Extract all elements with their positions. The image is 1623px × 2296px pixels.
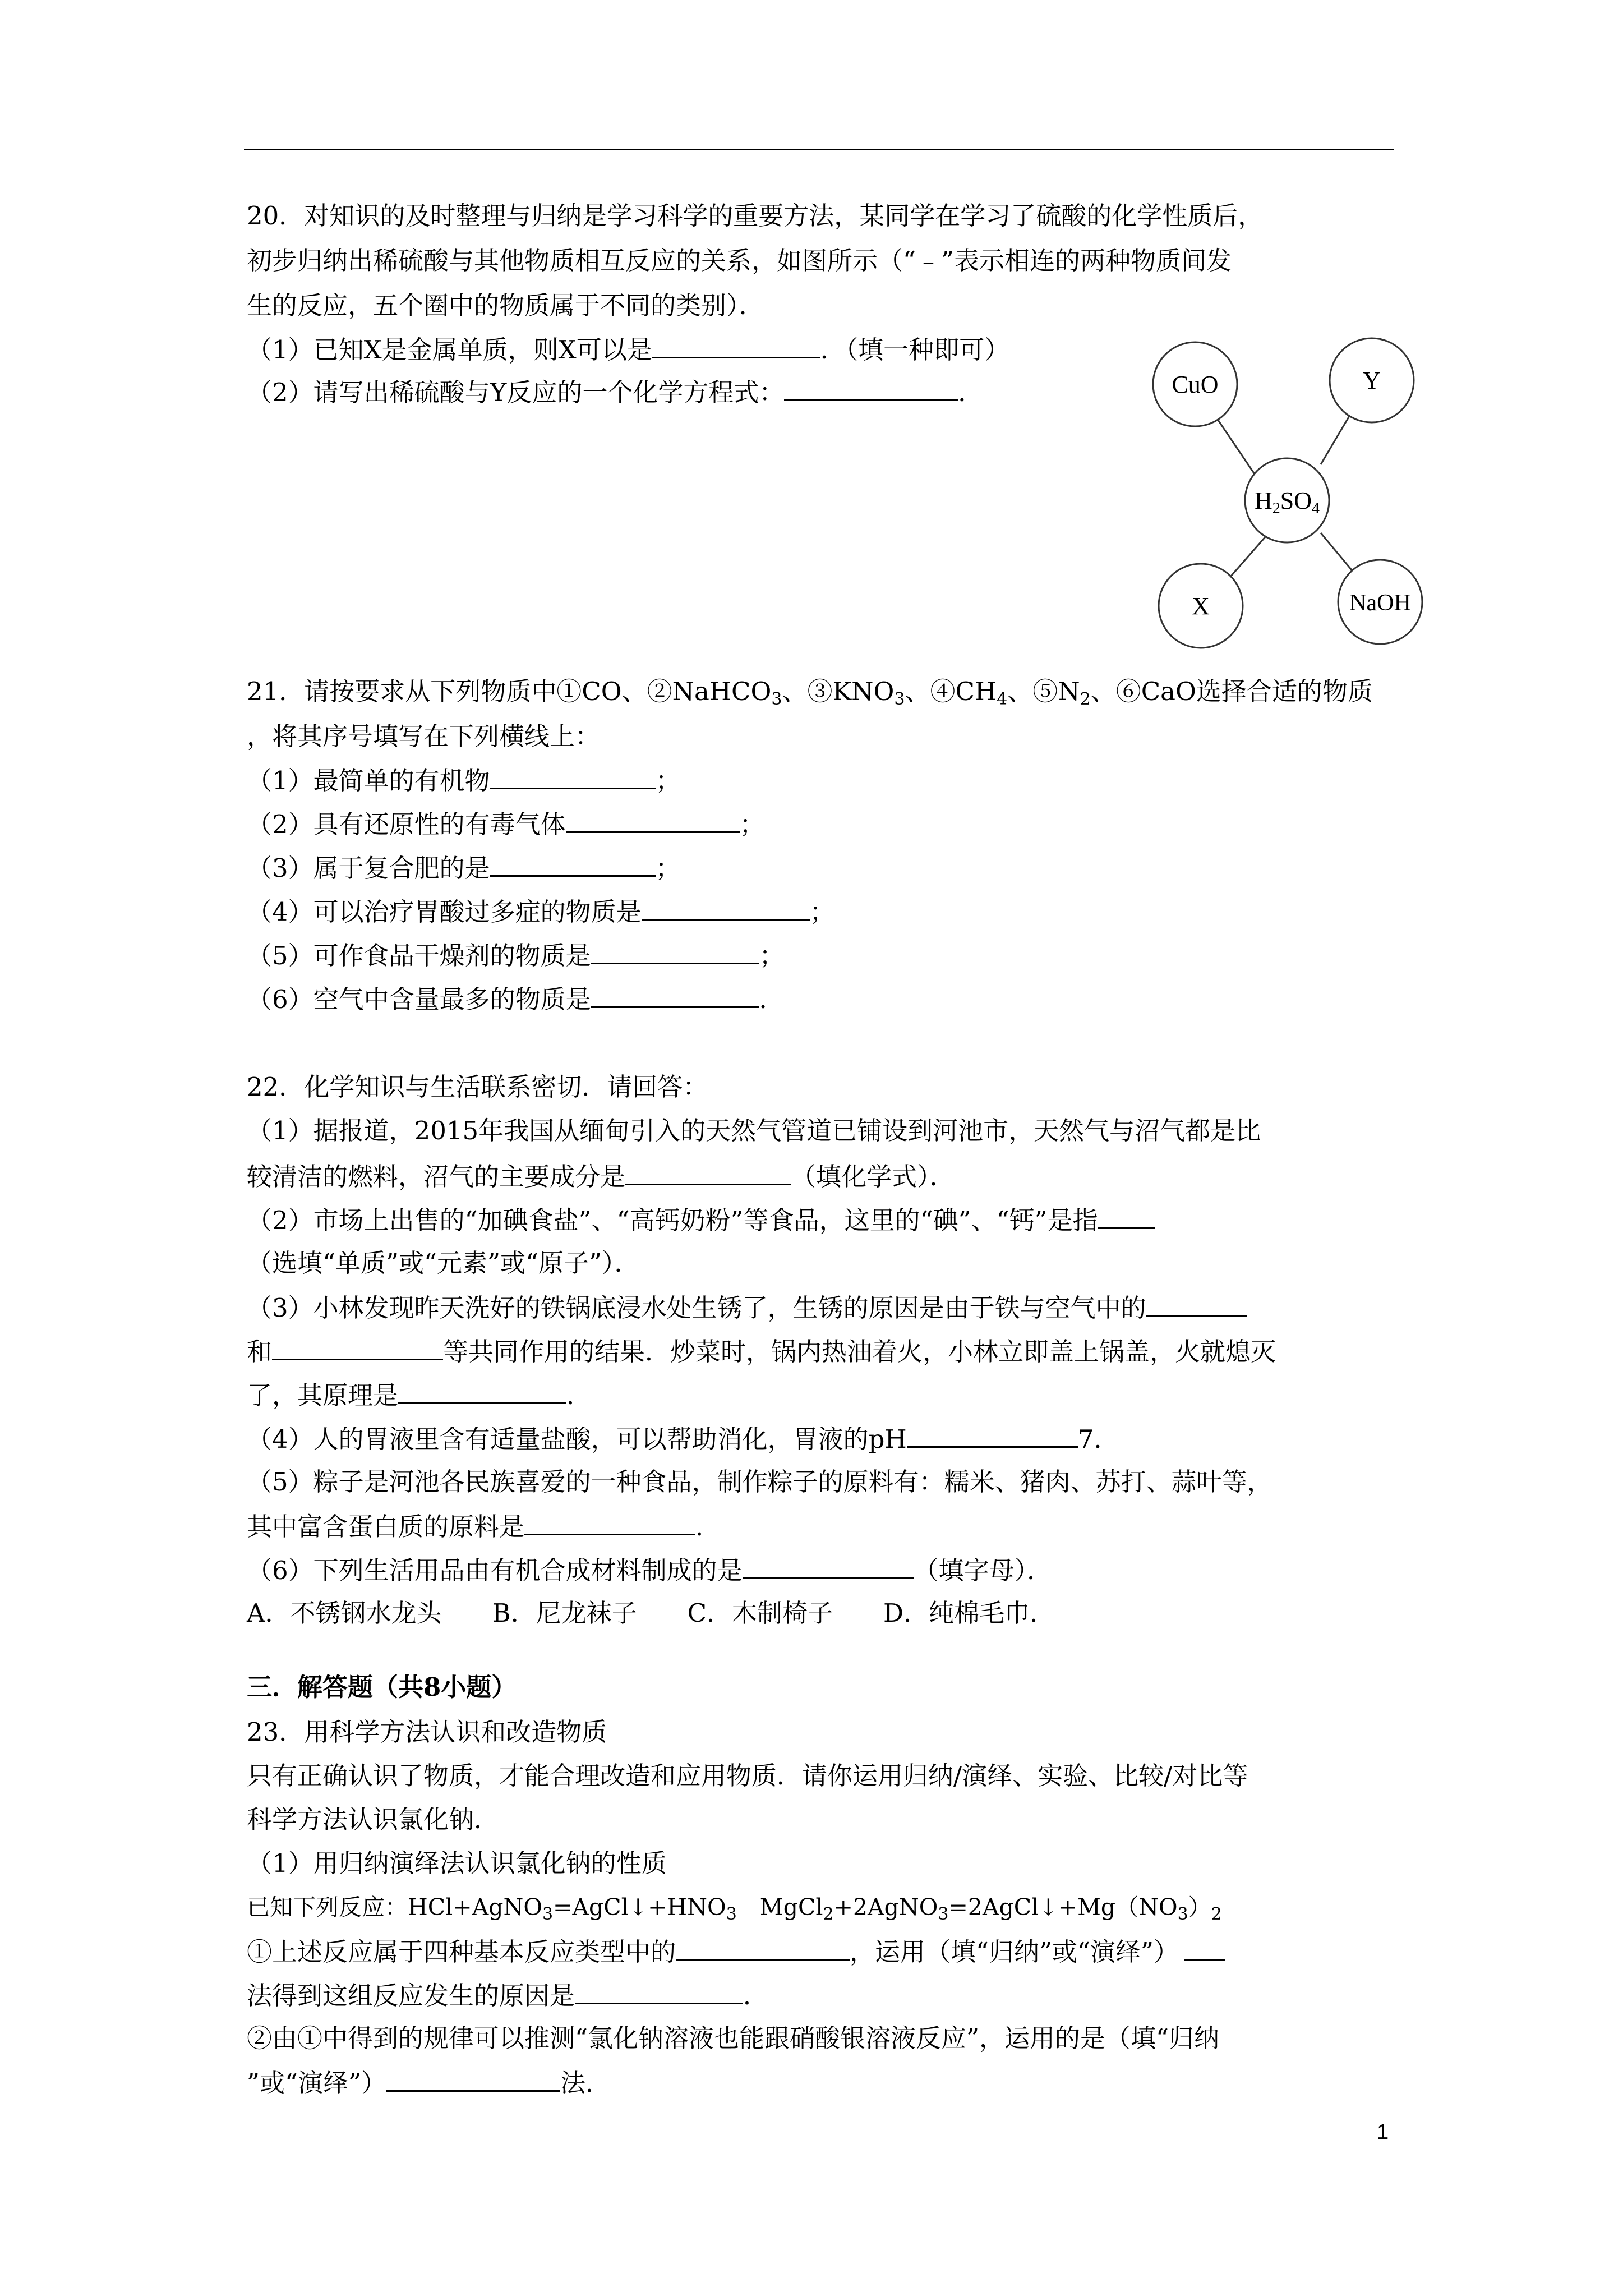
q21-item6: （6）空气中含量最多的物质是 ．: [247, 982, 785, 1016]
q21-item2: （2）具有还原性的有毒气体 ；: [247, 807, 765, 841]
answer-blank[interactable]: [398, 1378, 566, 1404]
answer-blank[interactable]: [490, 763, 656, 789]
q22-part3c: 了，其原理是 ．: [247, 1378, 592, 1412]
answer-blank[interactable]: [1098, 1203, 1155, 1229]
q22-part6: （6）下列生活用品由有机合成材料制成的是 （填字母）．: [247, 1553, 1052, 1588]
answer-blank[interactable]: [575, 1978, 743, 2004]
answer-blank[interactable]: [524, 1509, 695, 1535]
answer-blank[interactable]: [907, 1421, 1078, 1448]
q22-options: A．不锈钢水龙头 B．尼龙袜子 C．木制椅子 D．纯棉毛巾．: [247, 1598, 1055, 1628]
q22-part5b: 其中富含蛋白质的原料是 ．: [247, 1509, 721, 1544]
answer-blank[interactable]: [652, 332, 820, 358]
answer-blank[interactable]: [591, 938, 759, 964]
connector-cuo: [1215, 415, 1255, 474]
q22-part3b: 和 等共同作用的结果．炒菜时，锅内热油着火，小林立即盖上锅盖，火就熄灭: [247, 1334, 1276, 1369]
q21-item4: （4）可以治疗胃酸过多症的物质是 ；: [247, 894, 835, 929]
section-title: 三．解答题（共8小题）: [247, 1672, 517, 1702]
answer-blank[interactable]: [272, 1334, 443, 1360]
q20-part1: （1）已知X是金属单质，则X可以是 ．（填一种即可）: [247, 332, 1009, 367]
label-naoh: NaOH: [1349, 590, 1411, 616]
q21-item3: （3）属于复合肥的是 ；: [247, 850, 681, 885]
q21-item5: （5）可作食品干燥剂的物质是 ；: [247, 938, 785, 973]
q22-part1b: 较清洁的燃料，沼气的主要成分是 （填化学式）．: [247, 1159, 955, 1194]
q22-part4: （4）人的胃液里含有适量盐酸，可以帮助消化，胃液的pH 7．: [247, 1421, 1119, 1456]
q22-line1: 22．化学知识与生活联系密切．请回答：: [247, 1072, 708, 1102]
answer-blank[interactable]: [743, 1553, 914, 1579]
q23-line4: （1）用归纳演绎法认识氯化钠的性质: [247, 1848, 667, 1878]
answer-blank[interactable]: [591, 982, 759, 1008]
answer-blank[interactable]: [1184, 1934, 1225, 1961]
page-number: 1: [1377, 2120, 1389, 2144]
q23-line9: ”或“演绎”） 法．: [247, 2065, 611, 2100]
answer-blank[interactable]: [566, 807, 740, 833]
q20-line2: 初步归纳出稀硫酸与其他物质相互反应的关系，如图所示（“﹣”表示相连的两种物质间发: [247, 246, 1232, 275]
answer-blank[interactable]: [1146, 1290, 1247, 1317]
answer-blank[interactable]: [386, 2065, 560, 2092]
q22-part2a: （2）市场上出售的“加碘食盐”、“高钙奶粉”等食品，这里的“碘”、“钙”是指: [247, 1203, 1155, 1237]
header-rule: [244, 149, 1394, 150]
q21-line2: ，将其序号填写在下列横线上：: [247, 721, 601, 751]
answer-blank[interactable]: [490, 850, 656, 877]
connector-x: [1227, 536, 1266, 581]
q20-line1: 20．对知识的及时整理与归纳是学习科学的重要方法，某同学在学习了硫酸的化学性质后，: [247, 201, 1264, 231]
q23-equations: 已知下列反应：$HCl+AgNO_3=AgCl↓+HNO_3$ $MgCl_2+2AgNO_3=2AgCl↓+Mg(NO_3)_2$: [247, 1894, 1222, 1924]
q22-part1a: （1）据报道，2015年我国从缅甸引入的天然气管道已铺设到河池市，天然气与沼气都是比: [247, 1116, 1261, 1145]
q23-line8: ②由①中得到的规律可以推测“氯化钠溶液也能跟硝酸银溶液反应”，运用的是（填“归纳: [247, 2023, 1220, 2053]
q22-part3a: （3）小林发现昨天洗好的铁锅底浸水处生锈了，生锈的原因是由于铁与空气中的: [247, 1290, 1247, 1325]
q20-line3: 生的反应，五个圈中的物质属于不同的类别）．: [247, 291, 764, 320]
q20-part2: （2）请写出稀硫酸与Y反应的一个化学方程式： ．: [247, 375, 983, 409]
label-h2so4: H2SO4: [1254, 487, 1320, 517]
q23-line7: 法得到这组反应发生的原因是 ．: [247, 1978, 768, 2013]
answer-blank[interactable]: [784, 375, 958, 401]
answer-blank[interactable]: [676, 1934, 850, 1961]
q23-line2: 只有正确认识了物质，才能合理改造和应用物质．请你运用归纳/演绎、实验、比较/对比等: [247, 1761, 1248, 1791]
sulfuric-acid-diagram: [1133, 325, 1436, 662]
q21-line1: 21．请按要求从下列物质中①CO、②NaHCO$_3$、$③KNO_3$、$④CH_4$、$⑤N_2$、⑥CaO选择合适的物质: [247, 677, 1373, 709]
q23-line3: 科学方法认识氯化钠．: [247, 1805, 500, 1834]
answer-blank[interactable]: [625, 1159, 791, 1185]
label-y: Y: [1363, 367, 1381, 394]
q22-part5a: （5）粽子是河池各民族喜爱的一种食品，制作粽子的原料有：糯米、猪肉、苏打、蒜叶等，: [247, 1467, 1272, 1497]
label-x: X: [1192, 592, 1210, 620]
q23-line6: ①上述反应属于四种基本反应类型中的 ，运用（填“归纳”或“演绎”）: [247, 1934, 1225, 1969]
label-cuo: CuO: [1172, 371, 1219, 398]
answer-blank[interactable]: [642, 894, 810, 921]
q23-line1: 23．用科学方法认识和改造物质: [247, 1717, 607, 1747]
q22-part2b: （选填“单质”或“元素”或“原子”）．: [247, 1248, 640, 1278]
q21-item1: （1）最简单的有机物 ；: [247, 763, 681, 798]
